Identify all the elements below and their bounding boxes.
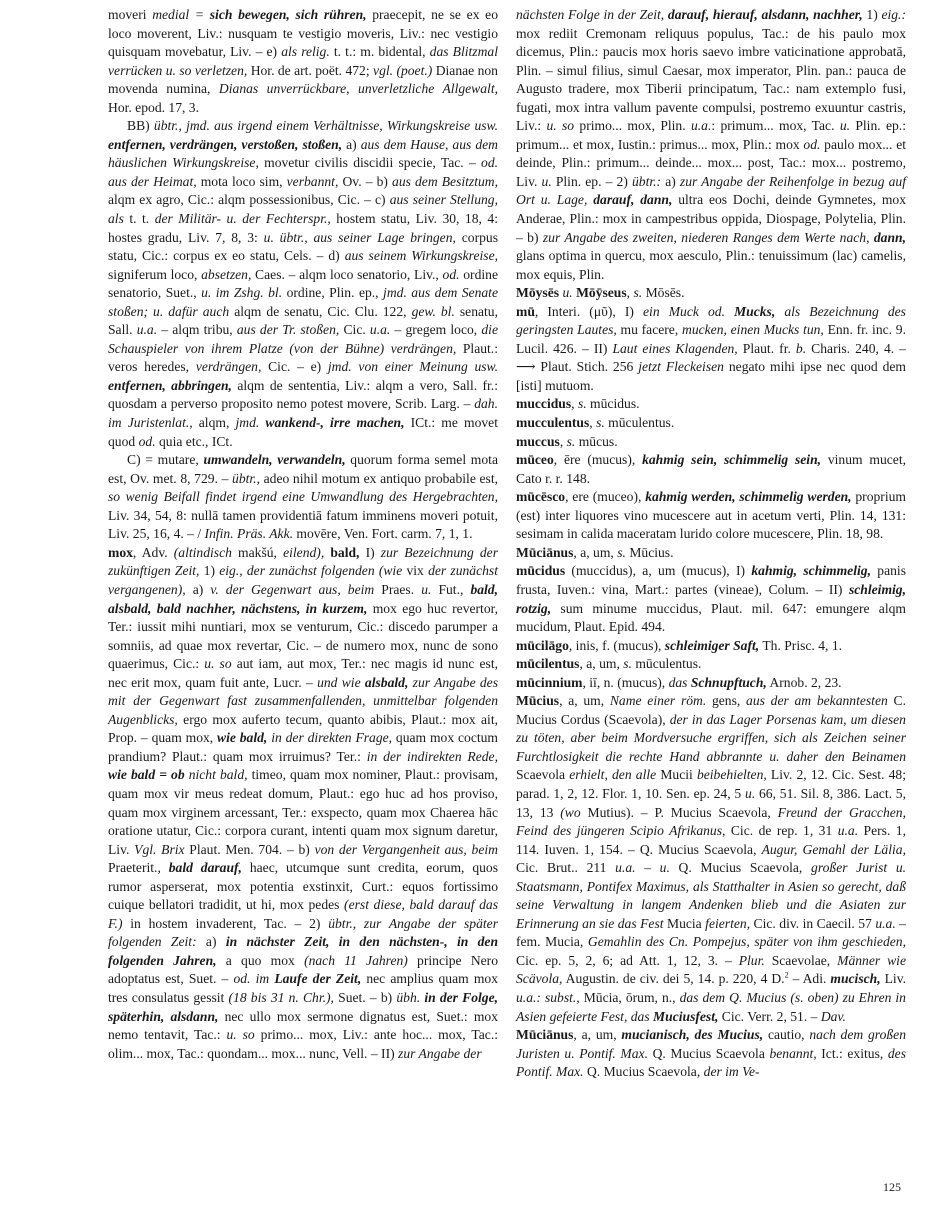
- right-column: [516, 6, 906, 1082]
- paragraph: C) = mutare, umwandeln, verwandeln, quorum forma semel mota est, Ov. met. 8, 729. – übtr., adeo nihil motum ex antiquo probabile est, so wenig Beifall findet irgend eine Umwandlung des Hergebrachten, Liv. 34, 54, 8: nullā tamen providentiā fatum imminens moveri potuit, Liv. 25, 16, 4. – / Infin. Präs. Akk. movēre, Ven. Fort. carm. 7, 1, 1.: [108, 452, 498, 542]
- dictionary-entry: Mūciānus, a, um, mucianisch, des Mucius, cautio, nach dem großen Juristen u. Pontif. Max. Q. Mucius Scaevola benannt, Ict.: exitus, des Pontif. Max. Q. Mucius Scaevola, der im Ve-: [516, 1027, 906, 1080]
- paragraph: BB) übtr., jmd. aus irgend einem Verhältnisse, Wirkungskreise usw. entfernen, verdrängen, verstoßen, stoßen, a) aus dem Hause, aus dem häuslichen Wirkungskreise, movetur civilis discidii specie, Tac. – od. aus der Heimat, mota loco sim, verbannt, Ov. – b) aus dem Besitztum, alqm ex agro, Cic.: alqm possessionibus, Cic. – c) aus seiner Stellung, als t. t. der Militär- u. der Fechterspr., hostem statu, Liv. 30, 18, 4: hostes gradu, Liv. 7, 8, 3: u. übtr., aus seiner Lage bringen, corpus statu, Cic.: corpus ex eo statu, Cels. – d) aus seinem Wirkungskreise, signiferum loco, absetzen, Caes. – alqm loco senatorio, Liv., od. ordine senatorio, Suet., u. im Zshg. bl. ordine, Plin. ep., jmd. aus dem Senate stoßen; u. dafür auch alqm de senatu, Cic. Clu. 122, gew. bl. senatu, Sall. u.a. – alqm tribu, aus der Tr. stoßen, Cic. u.a. – gregem loco, die Schauspieler von ihrem Platze (von der Bühne) verdrängen, Plaut.: veros heredes, verdrängen, Cic. – e) jmd. von einer Meinung usw. entfernen, abbringen, alqm de sententia, Liv.: alqm a vero, Sall. fr.: quosdam a perverso proposito nemo potest movere, Scrib. Larg. – dah. im Juristenlat., alqm, jmd. wankend-, irre machen, ICt.: me movet quod od. quia etc., ICt.: [108, 118, 499, 449]
- dictionary-entry: Mūcius, a, um, Name einer röm. gens, aus der am bekanntesten C. Mucius Cordus (Scaevola), der in das Lager Porsenas kam, um diesen zu töten, aber beim Mordversuche ergriffen, sich als Zeichen seiner Furchtlosigkeit die rechte Hand abbrannte u. daher den Beinamen Scaevola erhielt, den alle Mucii beibehielten, Liv. 2, 12. Cic. Sest. 48; parad. 1, 2, 12. Flor. 1, 10. Sen. ep. 24, 5 u. 66, 51. Sil. 8, 386. Lact. 5, 13, 13 (wo Mutius). – P. Mucius Scaevola, Freund der Gracchen, Feind des jüngeren Scipio Afrikanus, Cic. de rep. 1, 31 u.a. Pers. 1, 114. Iuven. 1, 154. – Q. Mucius Scaevola, Augur, Gemahl der Lälia, Cic. Brut.. 211 u.a. – u. Q. Mucius Scaevola, großer Jurist u. Staatsmann, Pontifex Maximus, als Statthalter in Asien so gerecht, daß seine Verwaltung in langem Andenken blieb und die Asiaten zur Erinnerung an sie das Fest Mucia feierten, Cic. div. in Caecil. 57 u.a. – fem. Mucia, Gemahlin des Cn. Pompejus, später von ihm geschieden, Cic. ep. 5, 2, 6; ad Att. 1, 12, 3. – Plur. Scaevolae, Männer wie Scävola, Augustin. de civ. dei 5, 14. p. 220, 4 D.$^2$ – Adi. mucisch, Liv. u.a.: subst., Mūcia, ōrum, n., das dem Q. Mucius (s. oben) zu Ehren in Asien gefeierte Fest, das Muciusfest, Cic. Verr. 2, 51. – Dav.: [516, 693, 907, 1024]
- dictionary-entry: muccidus, s. mūcidus.: [516, 396, 640, 412]
- dictionary-entry: mūcidus (muccidus), a, um (mucus), I) kahmig, schimmelig, panis frusta, Iuven.: vina, Mart.: partes (vineae), Colum. – II) schleimig, rotzig, sum minume muccidus, Plaut. mil. 647: emungere alqm mucidum, Plaut. Epid. 494.: [516, 563, 906, 635]
- dictionary-entry: mucculentus, s. mūculentus.: [516, 415, 675, 431]
- dictionary-entry: mū, Interi. (μῦ), I) ein Muck od. Mucks, als Bezeichnung des geringsten Lautes, mu facere, mucken, einen Mucks tun, Enn. fr. inc. 9. Lucil. 426. – II) Laut eines Klagenden, Plaut. fr. b. Charis. 240, 4. – ⟶ Plaut. Stich. 256 jetzt Fleckeisen negato mihi ipse nec quod dem [isti] mutuom.: [516, 303, 907, 393]
- paragraph: nächsten Folge in der Zeit, darauf, hierauf, alsdann, nachher, 1) eig.: mox rediit Cremonam reliquus populus, Tac.: de his paulo mox dicemus, Plin.: paucis mox horis saevo imbre vaticinatione approbatā, Plin. – simul filius, simul Caesar, mox imperator, Plin. pan.: pauca de Augusto tradere, mox Tiberii principatum, Tac.: nam extemplo fusi, fugati, mox intra vallum pavente compulsi, postremo exuuntur castris, Liv.: u. so primo... mox, Plin. u.a.: primum... mox, Tac. u. Plin. ep.: primum... et mox, Iustin.: primus... mox, Plin.: mox od. paulo mox... et deinde, Plin.: primum... deinde... mox... post, Tac.: mox... postremo, Liv. u. Plin. ep. – 2) übtr.: a) zur Angabe der Reihenfolge in bezug auf Ort u. Lage, darauf, dann, ultra eos Dochi, deinde Gymnetes, mox Anderae, Plin.: mox in campestribus oppida, Diospage, Polytelia, Plin. – b) zur Angabe des zweiten, niederen Ranges dem Werte nach, dann, glans optima in quercu, mox aesculo, Plin.: tenuissimum (lac) camelis, mox equis, Plin.: [516, 7, 907, 282]
- left-column: [108, 6, 498, 1063]
- dictionary-entry: mūcēsco, ere (muceo), kahmig werden, schimmelig werden, proprium (est) inter liquores vino mucescere aut in acetum verti, Plin. 14, 131: sesimam in calida maceratam lurido colore mucescere, Plin. 18, 98.: [516, 489, 906, 542]
- dictionary-entry: muccus, s. mūcus.: [516, 433, 618, 449]
- dictionary-entry: mox, Adv. (altindisch makšú, eilend), bald, I) zur Bezeichnung der zukünftigen Zeit, 1) eig., der zunächst folgenden (wie vix der zunächst vergangenen), a) v. der Gegenwart aus, beim Praes. u. Fut., bald, alsbald, bald nachher, nächstens, in kurzem, mox ego huc revertor, Ter.: iussit mihi nuntiari, mox se venturum, Cic.: discedo parumper a somniis, ad quae mox revertar, Cic. – de numero mox, nunc de sono quaerimus, Cic.: u. so aut iam, aut mox, Ter.: nec magis id nunc est, nec erit mox, quam fuit ante, Lucr. – und wie alsbald, zur Angabe des mit der Gegenwart fast zusammenfallenden, unmittelbar folgenden Augenblicks, ergo mox auferto tecum, quanto abibis, Plaut.: mox ait, Prop. – quam mox, wie bald, in der direkten Frage, quam mox coctum prandium? Plaut.: quam mox irruimus? Ter.: in der indirekten Rede, wie bald = ob nicht bald, timeo, quam mox nominer, Plaut.: provisam, quam mox vir meus redeat domum, Plaut.: ego huc ad hos proviso, quam mox virginem arcessant, Ter.: exspecto, quam mox Chaerea hāc oratione utatur, Cic.: corpora curant, intenti quam mox signum daretur, Liv. Vgl. Brix Plaut. Men. 704. – b) von der Vergangenheit aus, beim Praeterit., bald darauf, haec, utcumque sunt credita, eorum, quos rumor asperserat, mox potentia exstinxit, Curt.: equos fortissimo cuique bellatori tradidit, ut hi, mox pedes (erst diese, bald darauf das F.) in hostem invaderent, Tac. – 2) übtr., zur Angabe der später folgenden Zeit: a) in nächster Zeit, in den nächsten-, in den folgenden Jahren, a quo mox (nach 11 Jahren) principe Nero adoptatus est, Suet. – od. im Laufe der Zeit, nec amplius quam mox tres consulatus gessit (18 bis 31 n. Chr.), Suet. – b) übh. in der Folge, späterhin, alsdann, nec ullo mox sermone dignatus est, Suet.: mox nemo tentavit, Tac.: u. so primo... mox, Liv.: ante hoc... mox, Tac.: olim... mox, Tac.: quondam... mox... nunc, Vell. – II) zur Angabe der: [108, 544, 499, 1061]
- dictionary-entry: mūcinnium, iī, n. (mucus), das Schnupftuch, Arnob. 2, 23.: [516, 674, 842, 690]
- dictionary-entry: Mōysēs u. Mōȳseus, s. Mōsēs.: [516, 285, 685, 301]
- paragraph: moveri medial = sich bewegen, sich rühren, praecepit, ne se ex eo loco moverent, Liv.: nusquam te vestigio moveris, Liv.: nec vestigio quisquam movebatur, Liv. – e) als relig. t. t.: m. bidental, das Blitzmal verrücken u. so verletzen, Hor. de art. poët. 472; vgl. (poet.) Dianae non movenda numina, Dianas unverrückbare, unverletzliche Allgewalt, Hor. epod. 17, 3.: [108, 7, 499, 115]
- page-number: 125: [883, 1180, 901, 1194]
- dictionary-entry: mūcilentus, a, um, s. mūculentus.: [516, 656, 702, 672]
- dictionary-entry: mūcilāgo, inis, f. (mucus), schleimiger Saft, Th. Prisc. 4, 1.: [516, 637, 843, 653]
- dictionary-entry: mūceo, ēre (mucus), kahmig sein, schimmelig sein, vinum mucet, Cato r. r. 148.: [516, 452, 906, 486]
- dictionary-entry: Mūciānus, a, um, s. Mūcius.: [516, 544, 674, 560]
